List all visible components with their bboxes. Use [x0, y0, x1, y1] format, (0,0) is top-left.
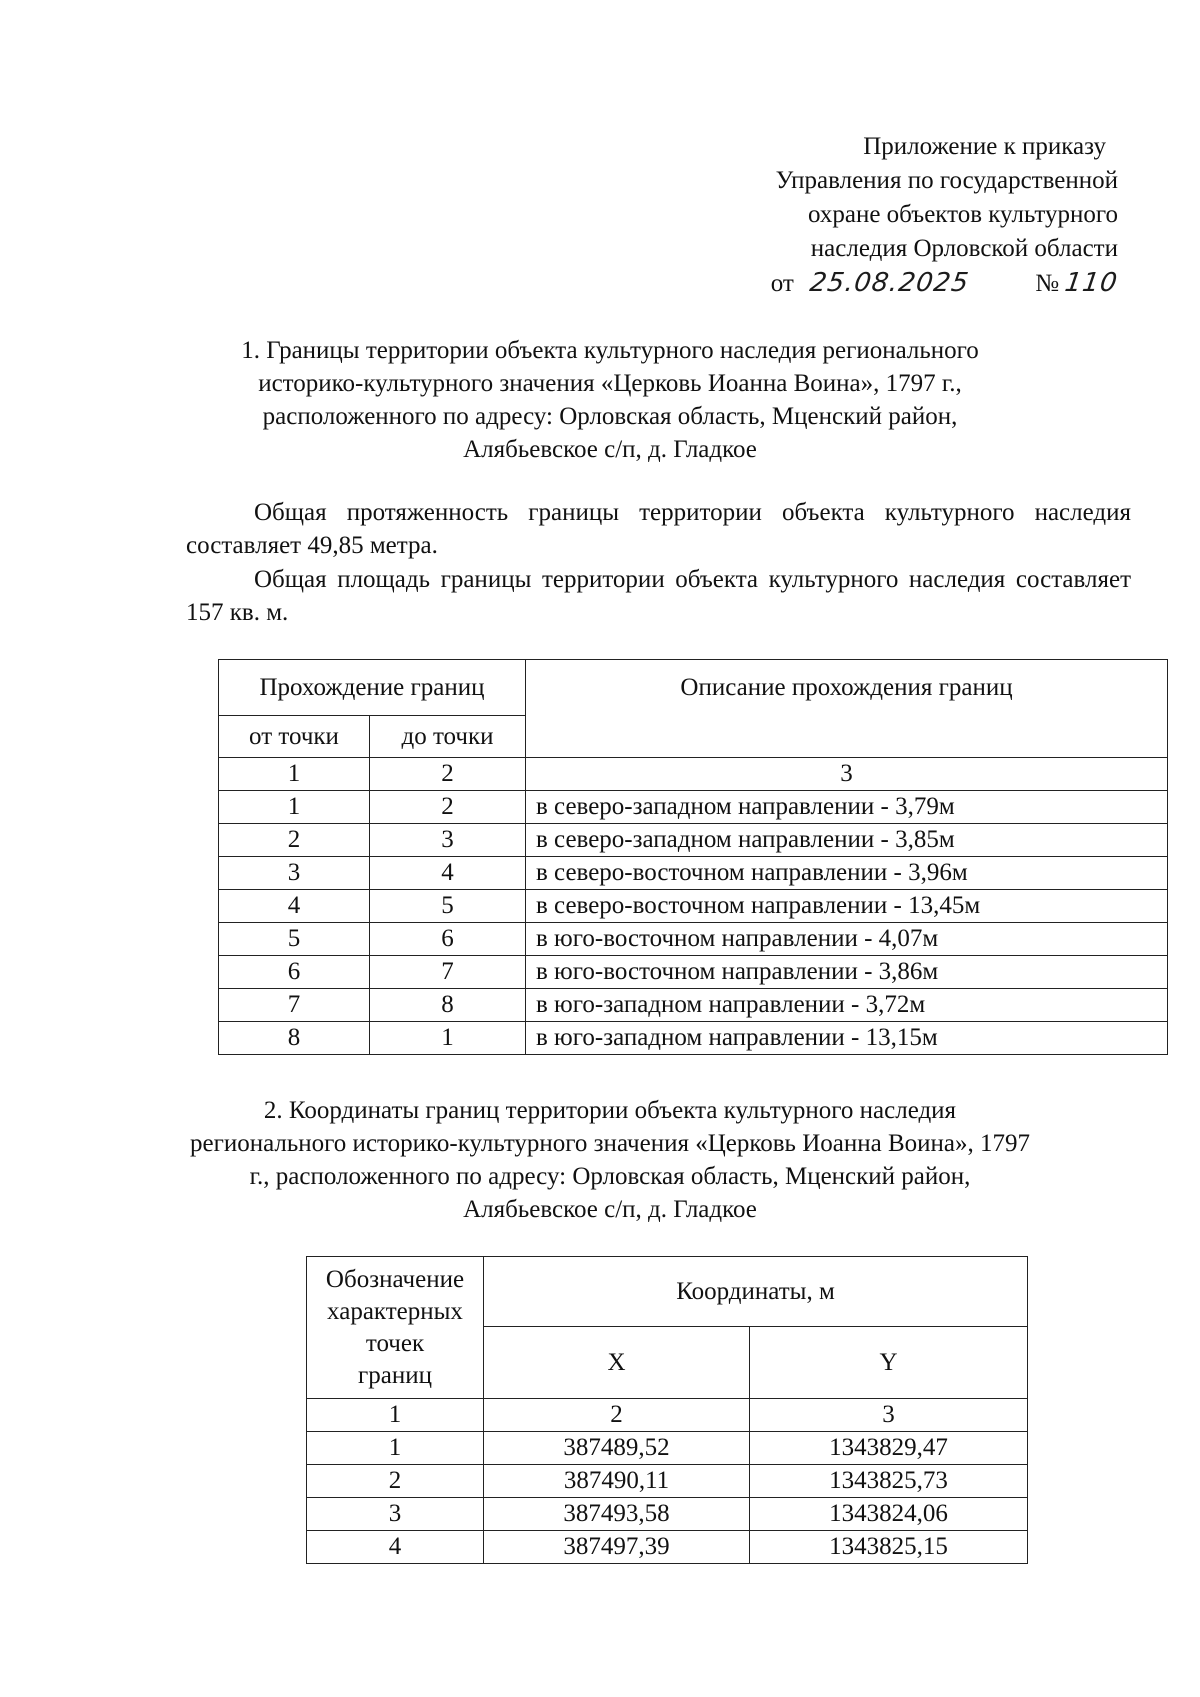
total-length-paragraph	[186, 496, 1131, 562]
to-cell: 2	[370, 791, 526, 824]
index-cell: 2	[370, 758, 526, 791]
from-cell: 2	[219, 824, 370, 857]
index-cell: 1	[219, 758, 370, 791]
to-cell: 8	[370, 989, 526, 1022]
desc-cell: в юго-восточном направлении - 3,86м	[526, 956, 1168, 989]
section-2-title	[160, 1094, 1060, 1226]
header-label-line: точек	[365, 1329, 425, 1357]
handwritten-number: 110	[1063, 268, 1121, 298]
header-label-line: Обозначение	[325, 1265, 465, 1293]
x-cell: 387497,39	[484, 1531, 750, 1564]
header-from-point: от точки	[219, 716, 370, 758]
point-cell: 3	[307, 1498, 484, 1531]
table-row	[219, 989, 1168, 1022]
header-boundary-passage: Прохождение границ	[219, 660, 526, 716]
table-row	[219, 791, 1168, 824]
y-cell: 1343824,06	[750, 1498, 1028, 1531]
to-cell: 5	[370, 890, 526, 923]
appendix-header	[770, 130, 1121, 301]
table-row	[307, 1498, 1028, 1531]
header-coordinates: Координаты, м	[484, 1257, 1028, 1327]
handwritten-date: 25.08.2025	[808, 268, 972, 298]
table-row	[219, 824, 1168, 857]
column-index-row	[307, 1399, 1028, 1432]
index-cell: 3	[750, 1399, 1028, 1432]
section-2-title-line: г., расположенного по адресу: Орловская область, Мценский район,	[249, 1163, 971, 1190]
header-line-1: Приложение к приказу	[863, 133, 1106, 160]
table-row	[219, 890, 1168, 923]
to-cell: 1	[370, 1022, 526, 1055]
table-row	[219, 857, 1168, 890]
section-1-title-line: историко-культурного значения «Церковь Иоанна Воина», 1797 г.,	[258, 370, 962, 397]
from-cell: 4	[219, 890, 370, 923]
desc-cell: в юго-восточном направлении - 4,07м	[526, 923, 1168, 956]
total-area-paragraph	[186, 563, 1131, 629]
y-cell: 1343825,15	[750, 1531, 1028, 1564]
x-cell: 387490,11	[484, 1465, 750, 1498]
date-prefix: от	[770, 270, 794, 297]
from-cell: 1	[219, 791, 370, 824]
from-cell: 5	[219, 923, 370, 956]
header-x: X	[484, 1327, 750, 1399]
desc-cell: в северо-восточном направлении - 3,96м	[526, 857, 1168, 890]
total-area-text: Общая площадь границы территории объекта культурного наследия составляет 157 кв. м.	[186, 566, 1131, 626]
header-line-2: Управления по государственной	[775, 167, 1118, 194]
to-cell: 7	[370, 956, 526, 989]
point-cell: 4	[307, 1531, 484, 1564]
section-2-title-line: регионального историко-культурного значения «Церковь Иоанна Воина», 1797	[190, 1130, 1030, 1157]
desc-cell: в северо-западном направлении - 3,79м	[526, 791, 1168, 824]
header-line-4: наследия Орловской области	[810, 235, 1118, 262]
header-point-designation	[307, 1257, 484, 1399]
header-line-3: охране объектов культурного	[807, 201, 1118, 228]
section-1-title	[180, 334, 1040, 466]
number-prefix: №	[1035, 270, 1060, 297]
section-2-title-line: Алябьевское с/п, д. Гладкое	[463, 1196, 757, 1223]
from-cell: 7	[219, 989, 370, 1022]
column-index-row	[219, 758, 1168, 791]
x-cell: 387493,58	[484, 1498, 750, 1531]
section-1-title-line: 1. Границы территории объекта культурного наследия регионального	[241, 337, 979, 364]
desc-cell: в юго-западном направлении - 3,72м	[526, 989, 1168, 1022]
from-cell: 8	[219, 1022, 370, 1055]
header-to-point: до точки	[370, 716, 526, 758]
table-row	[219, 956, 1168, 989]
x-cell: 387489,52	[484, 1432, 750, 1465]
header-label-line: границ	[358, 1361, 432, 1389]
header-boundary-description: Описание прохождения границ	[526, 660, 1168, 758]
boundary-description-table	[218, 659, 1168, 1055]
coordinates-table	[306, 1256, 1028, 1564]
table-row	[307, 1432, 1028, 1465]
total-length-text: Общая протяженность границы территории объекта культурного наследия составляет 49,85 метра.	[186, 499, 1131, 559]
header-label-line: характерных	[327, 1297, 463, 1325]
table-row	[307, 1531, 1028, 1564]
index-cell: 1	[307, 1399, 484, 1432]
point-cell: 2	[307, 1465, 484, 1498]
table-row	[307, 1465, 1028, 1498]
from-cell: 6	[219, 956, 370, 989]
table-row	[219, 923, 1168, 956]
desc-cell: в северо-западном направлении - 3,85м	[526, 824, 1168, 857]
section-2-title-line: 2. Координаты границ территории объекта культурного наследия	[263, 1097, 957, 1124]
section-1-title-line: расположенного по адресу: Орловская область, Мценский район,	[262, 403, 958, 430]
point-cell: 1	[307, 1432, 484, 1465]
to-cell: 4	[370, 857, 526, 890]
to-cell: 6	[370, 923, 526, 956]
section-1-title-line: Алябьевское с/п, д. Гладкое	[463, 436, 757, 463]
table-row	[219, 1022, 1168, 1055]
header-y: Y	[750, 1327, 1028, 1399]
from-cell: 3	[219, 857, 370, 890]
order-date-number	[770, 266, 1121, 301]
index-cell: 3	[526, 758, 1168, 791]
y-cell: 1343825,73	[750, 1465, 1028, 1498]
desc-cell: в северо-восточном направлении - 13,45м	[526, 890, 1168, 923]
to-cell: 3	[370, 824, 526, 857]
desc-cell: в юго-западном направлении - 13,15м	[526, 1022, 1168, 1055]
index-cell: 2	[484, 1399, 750, 1432]
y-cell: 1343829,47	[750, 1432, 1028, 1465]
